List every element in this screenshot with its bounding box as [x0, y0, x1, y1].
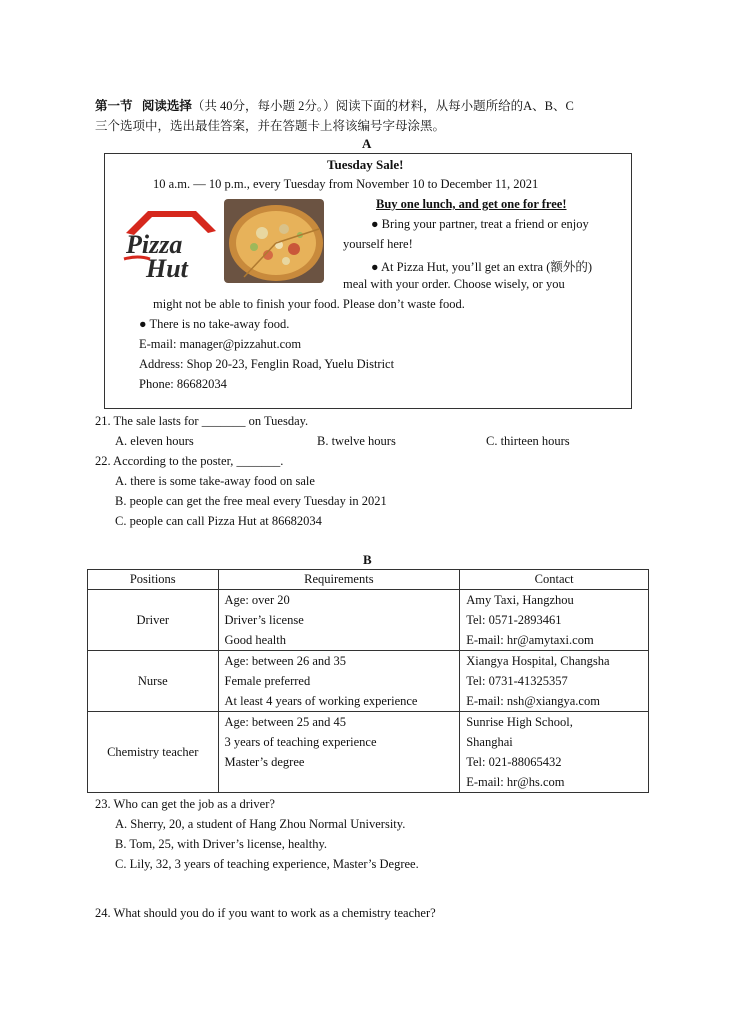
instructions-line-2: 三个选项中，选出最佳答案，并在答题卡上将该编号字母涂黑。 — [95, 119, 446, 133]
q21-option-c: C. thirteen hours — [486, 434, 570, 448]
contact-cell — [460, 651, 649, 712]
q22-option-b: B. people can get the free meal every Tuesday in 2021 — [115, 494, 387, 508]
requirements-cell — [218, 651, 460, 712]
table-row — [88, 590, 649, 651]
section-title: 阅读选择 — [141, 99, 192, 113]
position-cell: Chemistry teacher — [88, 712, 219, 793]
poster-bullet2-line1: ● At Pizza Hut, you’ll get an extra (额外的) — [371, 260, 593, 274]
poster-time: 10 a.m. — 10 p.m., every Tuesday from November 10 to December 11, 2021 — [153, 177, 539, 191]
instructions-line-1: （共 40分，每小题 2分。）阅读下面的材料，从每小题所给的A、B、C — [191, 99, 574, 113]
requirement-line: At least 4 years of working experience — [224, 694, 418, 708]
pizza-image — [224, 199, 324, 283]
poster-bullet1-line1: ● Bring your partner, treat a friend or enjoy — [371, 217, 589, 231]
requirement-line: Age: over 20 — [224, 593, 290, 607]
passage-a-label: A — [362, 136, 372, 151]
poster-address: Address: Shop 20-23, Fenglin Road, Yuelu District — [139, 357, 395, 371]
requirement-line: Master’s degree — [224, 755, 305, 769]
q22-stem: 22. According to the poster, _______. — [95, 454, 284, 468]
requirement-line: Age: between 26 and 35 — [224, 654, 346, 668]
poster-bullet2-line2: meal with your order. Choose wisely, or you — [343, 277, 565, 291]
q23-option-c: C. Lily, 32, 3 years of teaching experience, Master’s Degree. — [115, 857, 419, 871]
contact-line: Sunrise High School, — [466, 715, 573, 729]
requirements-cell — [218, 712, 460, 793]
jobs-table — [87, 569, 649, 793]
contact-line: Shanghai — [466, 735, 513, 749]
position-cell: Nurse — [88, 651, 219, 712]
contact-cell — [460, 712, 649, 793]
contact-line: Tel: 0731-41325357 — [466, 674, 568, 688]
contact-cell — [460, 590, 649, 651]
contact-line: Tel: 0571-2893461 — [466, 613, 562, 627]
requirement-line: 3 years of teaching experience — [224, 735, 377, 749]
header-contact: Contact — [460, 570, 649, 590]
contact-line: E-mail: hr@hs.com — [466, 775, 565, 789]
logo-text-pizza: Pizza — [126, 230, 183, 259]
contact-line: Amy Taxi, Hangzhou — [466, 593, 574, 607]
q21-option-a: A. eleven hours — [115, 434, 194, 448]
pizza-hut-roof-icon — [118, 203, 218, 283]
contact-line: E-mail: hr@amytaxi.com — [466, 633, 594, 647]
position-cell: Driver — [88, 590, 219, 651]
q21-stem: 21. The sale lasts for _______ on Tuesday. — [95, 414, 309, 428]
poster-bullet1-line2: yourself here! — [343, 237, 413, 251]
q23-option-b: B. Tom, 25, with Driver’s license, healthy. — [115, 837, 328, 851]
section-number: 第一节 — [95, 99, 133, 113]
poster-offer: Buy one lunch, and get one for free! — [376, 197, 567, 211]
requirement-line: Good health — [224, 633, 286, 647]
passage-b-label: B — [363, 552, 372, 567]
q23-option-a: A. Sherry, 20, a student of Hang Zhou Normal University. — [115, 817, 406, 831]
requirement-line: Driver’s license — [224, 613, 304, 627]
poster-email: E-mail: manager@pizzahut.com — [139, 337, 302, 351]
q21-option-b: B. twelve hours — [317, 434, 396, 448]
q24-stem: 24. What should you do if you want to work as a chemistry teacher? — [95, 906, 436, 920]
q22-option-a: A. there is some take-away food on sale — [115, 474, 315, 488]
requirements-cell — [218, 590, 460, 651]
q22-option-c: C. people can call Pizza Hut at 86682034 — [115, 514, 322, 528]
header-requirements: Requirements — [218, 570, 460, 590]
q23-stem: 23. Who can get the job as a driver? — [95, 797, 275, 811]
table-row — [88, 651, 649, 712]
poster-title: Tuesday Sale! — [327, 157, 404, 172]
poster-bullet2-line3: might not be able to finish your food. Please don’t waste food. — [153, 297, 465, 311]
pizza-hut-logo — [118, 203, 218, 283]
table-row — [88, 712, 649, 793]
contact-line: Xiangya Hospital, Changsha — [466, 654, 610, 668]
logo-text-hut: Hut — [146, 254, 188, 283]
header-positions: Positions — [88, 570, 219, 590]
requirement-line: Female preferred — [224, 674, 311, 688]
poster-phone: Phone: 86682034 — [139, 377, 227, 391]
poster-bullet3: ● There is no take-away food. — [139, 317, 290, 331]
contact-line: Tel: 021-88065432 — [466, 755, 562, 769]
requirement-line: Age: between 25 and 45 — [224, 715, 346, 729]
contact-line: E-mail: nsh@xiangya.com — [466, 694, 600, 708]
table-header-row — [88, 570, 649, 590]
section-instructions — [95, 96, 574, 116]
